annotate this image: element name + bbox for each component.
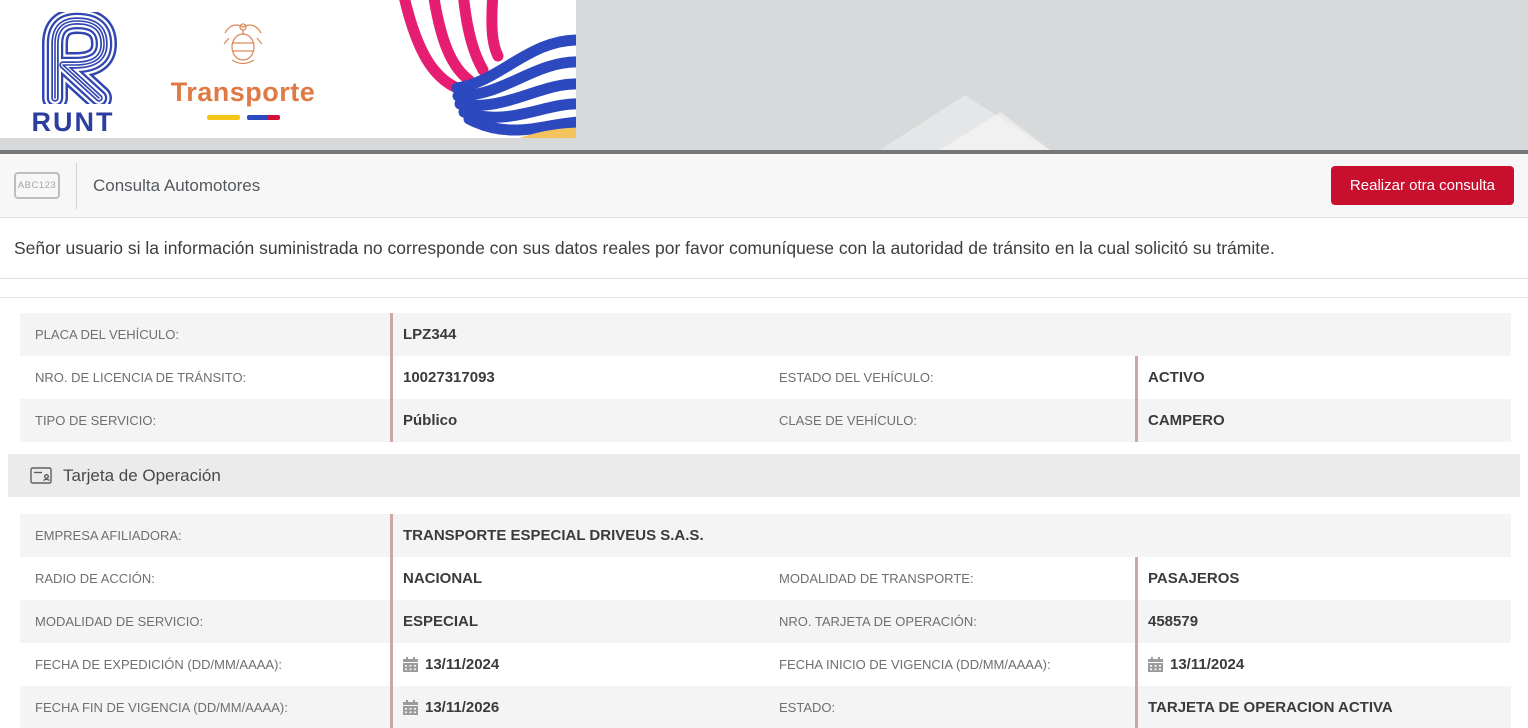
field-label: ESTADO DEL VEHÍCULO: [779,370,934,385]
field-label: CLASE DE VEHÍCULO: [779,413,917,428]
date-value: 13/11/2024 [1170,656,1245,673]
wave-graphic [395,0,576,138]
field-value: 10027317093 [390,356,764,399]
calendar-icon [1148,657,1163,672]
user-notice: Señor usuario si la información suministrada no corresponde con sus datos reales por favor comuníquese con la autoridad de tránsito en la cual solicitó su trámite. [0,218,1528,279]
field-label: FECHA INICIO DE VIGENCIA (DD/MM/AAAA): [779,657,1051,672]
calendar-icon [403,657,418,672]
consulta-toolbar [0,154,1528,218]
field-value: NACIONAL [390,557,764,600]
field-value: TARJETA DE OPERACION ACTIVA [1135,686,1511,728]
field-label: PLACA DEL VEHÍCULO: [35,327,180,342]
field-label: FECHA DE EXPEDICIÓN (DD/MM/AAAA): [35,657,283,672]
field-value [390,643,764,686]
flag-blue-red-dash [247,115,280,120]
calendar-icon [403,700,418,715]
logo-band [0,0,576,138]
table-row [20,600,1511,643]
runt-wordmark: RUNT [31,107,115,137]
colombia-crest-icon [221,18,265,70]
field-label: MODALIDAD DE SERVICIO: [35,614,204,629]
field-value: TRANSPORTE ESPECIAL DRIVEUS S.A.S. [390,514,1511,557]
field-value: PASAJEROS [1135,557,1511,600]
date-value: 13/11/2026 [425,699,500,716]
mountain-watermark [860,95,1050,150]
toolbar-divider [76,163,77,209]
results-area [0,298,1528,728]
table-row [20,686,1511,728]
field-label: FECHA FIN DE VIGENCIA (DD/MM/AAAA): [35,700,288,715]
field-label: NRO. TARJETA DE OPERACIÓN: [779,614,977,629]
new-query-button[interactable]: Realizar otra consulta [1331,166,1514,205]
field-value: CAMPERO [1135,399,1511,442]
date-value: 13/11/2024 [425,656,500,673]
table-row [20,514,1511,557]
table-row [20,356,1511,399]
colombia-flag-bar [168,115,318,120]
field-label: MODALIDAD DE TRANSPORTE: [779,571,974,586]
section-title: Tarjeta de Operación [63,465,221,485]
field-value: ESPECIAL [390,600,764,643]
field-value: 458579 [1135,600,1511,643]
table-row [20,557,1511,600]
ministry-logo [168,18,318,130]
field-value: Público [390,399,764,442]
table-row [20,313,1511,356]
field-label: RADIO DE ACCIÓN: [35,571,155,586]
field-value [390,686,764,728]
license-plate-icon: ABC123 [14,172,60,199]
empty-panel-strip [0,279,1528,298]
field-value: ACTIVO [1135,356,1511,399]
field-label: NRO. DE LICENCIA DE TRÁNSITO: [35,370,247,385]
field-label: EMPRESA AFILIADORA: [35,528,182,543]
top-banner [0,0,1528,150]
id-card-icon [30,467,52,484]
runt-logo [18,12,128,137]
field-label: ESTADO: [779,700,836,715]
runt-r-icon [25,12,121,104]
field-label: TIPO DE SERVICIO: [35,413,157,428]
flag-yellow-dash [207,115,240,120]
ministry-wordmark: Transporte [170,77,316,107]
page-title: Consulta Automotores [93,175,261,195]
table-row [20,643,1511,686]
section-header-tarjeta [8,454,1520,497]
field-value [1135,643,1511,686]
table-row [20,399,1511,442]
field-value: LPZ344 [390,313,1511,356]
